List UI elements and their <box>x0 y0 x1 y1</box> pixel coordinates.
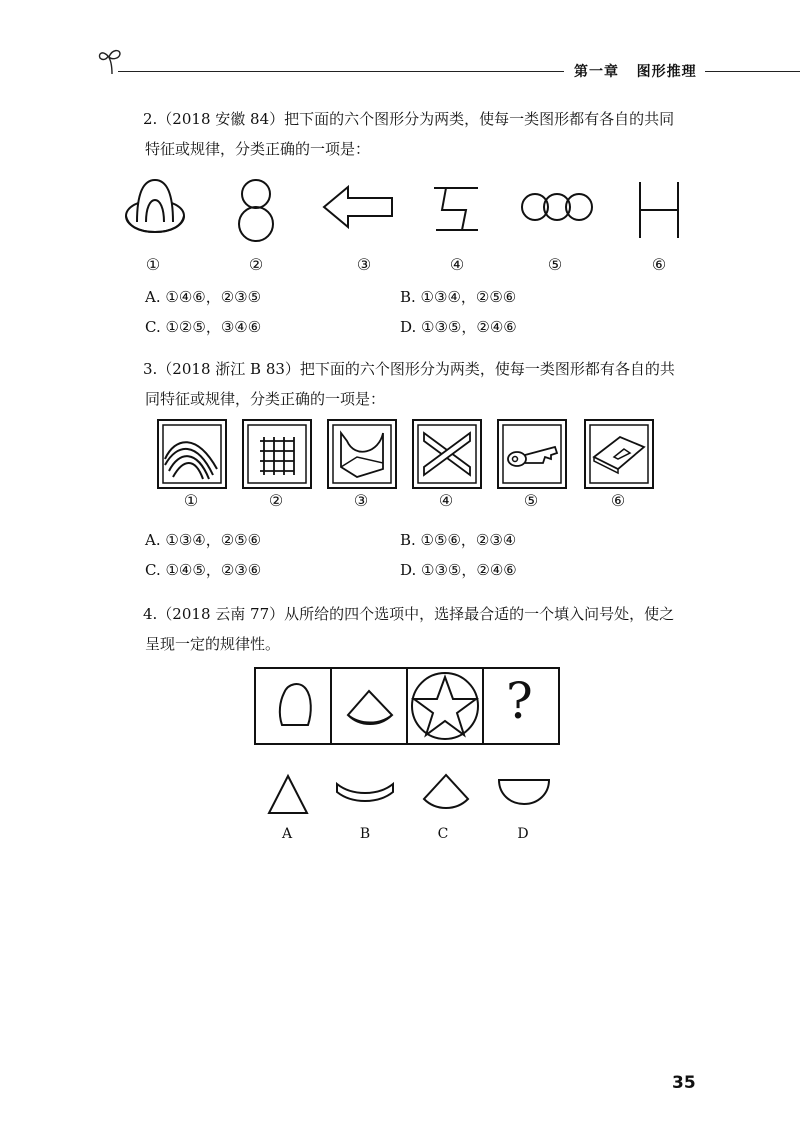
q4-option-d-semicircle-icon[interactable] <box>496 776 552 808</box>
q2-option-c[interactable]: C. ①②⑤，③④⑥ <box>145 318 262 336</box>
section-label: 图形推理 <box>636 64 697 80</box>
page-number: 35 <box>672 1073 696 1093</box>
q2-option-a[interactable]: A. ①④⑥，②③⑤ <box>145 288 262 306</box>
q3-figure-6-icon <box>584 419 654 489</box>
q2-label-2: ② <box>248 255 264 274</box>
q2-label-4: ④ <box>449 255 465 274</box>
question-2-line1: 2.（2018 安徽 84）把下面的六个图形分为两类，使每一类图形都有各自的共同 <box>143 110 675 128</box>
question-2-text <box>145 104 705 164</box>
q2-label-3: ③ <box>356 255 372 274</box>
q4-label-a: A <box>281 826 293 842</box>
q2-figure-2-icon <box>236 176 276 244</box>
question-3-line1: 3.（2018 浙江 B 83）把下面的六个图形分为两类，使每一类图形都有各自的共 <box>143 360 675 378</box>
q4-label-c: C <box>437 826 449 842</box>
q3-option-a[interactable]: A. ①③④，②⑤⑥ <box>145 531 262 549</box>
q3-figure-4-icon <box>412 419 482 489</box>
q3-figure-5-icon <box>497 419 567 489</box>
q3-figure-3-icon <box>327 419 397 489</box>
question-4-text <box>145 599 705 659</box>
q3-option-d[interactable]: D. ①③⑤，②④⑥ <box>400 561 517 579</box>
header-rule-right <box>705 71 800 72</box>
q3-label-4: ④ <box>438 491 454 510</box>
q2-label-6: ⑥ <box>651 255 667 274</box>
q3-label-6: ⑥ <box>610 491 626 510</box>
q2-figure-6-icon <box>636 180 682 240</box>
q3-option-c[interactable]: C. ①④⑤，②③⑥ <box>145 561 262 579</box>
question-4-line1: 4.（2018 云南 77）从所给的四个选项中，选择最合适的一个填入问号处，使之 <box>143 605 675 623</box>
q4-option-c-sector-icon[interactable] <box>420 771 472 815</box>
question-4-line2: 呈现一定的规律性。 <box>145 635 281 653</box>
q2-option-d[interactable]: D. ①③⑤，②④⑥ <box>400 318 517 336</box>
question-3-line2: 同特征或规律，分类正确的一项是： <box>145 390 386 408</box>
q4-option-a-triangle-icon[interactable] <box>266 773 310 817</box>
question-3-text <box>145 354 705 414</box>
q4-label-d: D <box>517 826 529 842</box>
q4-label-b: B <box>359 826 371 842</box>
q2-option-b[interactable]: B. ①③④，②⑤⑥ <box>400 288 517 306</box>
question-mark: ? <box>506 672 533 730</box>
q2-label-1: ① <box>145 255 161 274</box>
q3-label-5: ⑤ <box>523 491 539 510</box>
q3-figure-1-icon <box>157 419 227 489</box>
q2-figure-1-icon <box>124 178 186 244</box>
q3-figure-2-icon <box>242 419 312 489</box>
chapter-title <box>574 61 697 81</box>
q4-option-b-arc-icon[interactable] <box>334 774 396 808</box>
question-2-line2: 特征或规律，分类正确的一项是： <box>145 140 371 158</box>
q2-figure-5-icon <box>520 190 594 224</box>
chapter-label: 第一章 <box>574 64 619 80</box>
q2-figure-3-icon <box>322 185 394 229</box>
q3-label-2: ② <box>268 491 284 510</box>
q3-option-b[interactable]: B. ①⑤⑥，②③④ <box>400 531 517 549</box>
q3-label-1: ① <box>183 491 199 510</box>
q2-label-5: ⑤ <box>547 255 563 274</box>
header-rule-left <box>118 71 564 72</box>
q2-figure-4-icon <box>432 184 480 234</box>
q3-label-3: ③ <box>353 491 369 510</box>
